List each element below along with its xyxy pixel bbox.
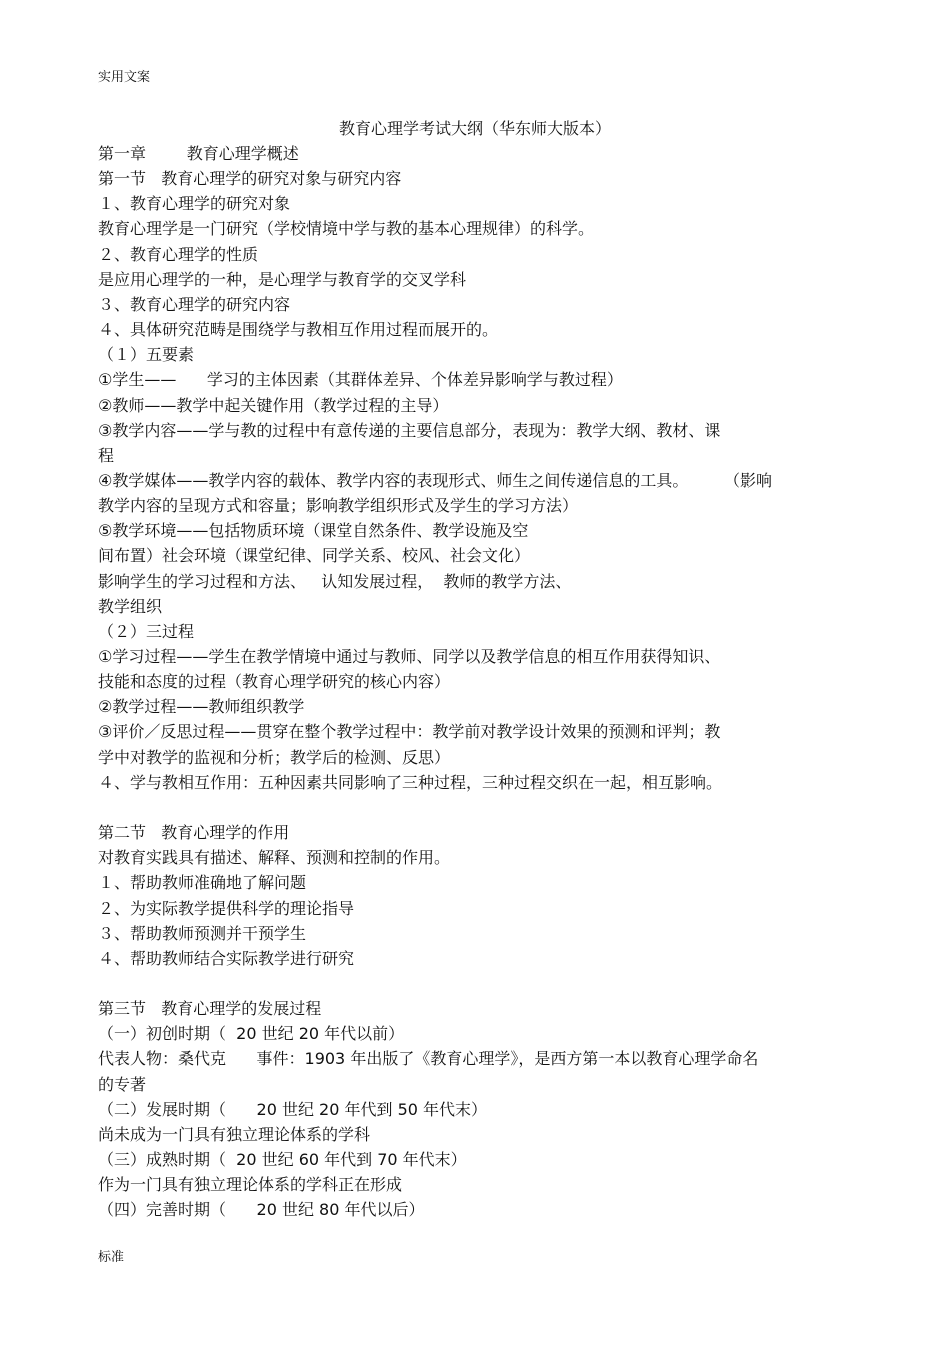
text-line: 间布置）社会环境（课堂纪律、同学关系、校风、社会文化） <box>98 546 531 565</box>
text-line: 影响学生的学习过程和方法、 认知发展过程， 教师的教学方法、 <box>98 572 572 591</box>
text-line: ①学习过程——学生在教学情境中通过与教师、同学以及教学信息的相互作用获得知识、 <box>98 647 721 666</box>
text-line: （四）完善时期（ 20 世纪 80 年代以后） <box>98 1200 425 1219</box>
text-line: 第二节 教育心理学的作用 <box>98 823 290 842</box>
text-line: （三）成熟时期（ 20 世纪 60 年代到 70 年代末） <box>98 1150 467 1169</box>
text-line: 代表人物：桑代克 事件：1903 年出版了《教育心理学》，是西方第一本以教育心理学命名 <box>98 1049 759 1068</box>
text-line: １、教育心理学的研究对象 <box>98 194 291 213</box>
text-line: 教育心理学是一门研究（学校情境中学与教的基本心理规律）的科学。 <box>98 219 595 238</box>
text-line: ４、学与教相互作用：五种因素共同影响了三种过程，三种过程交织在一起，相互影响。 <box>98 773 723 792</box>
text-line: 第三节 教育心理学的发展过程 <box>98 999 322 1018</box>
text-line: ③教学内容——学与教的过程中有意传递的主要信息部分，表现为：教学大纲、教材、课 <box>98 421 721 440</box>
text-line: 技能和态度的过程（教育心理学研究的核心内容） <box>98 672 451 691</box>
text-line: ⑤教学环境——包括物质环境（课堂自然条件、教学设施及空 <box>98 521 529 540</box>
text-line: ２、教育心理学的性质 <box>98 245 259 264</box>
text-line: ４、具体研究范畴是围绕学与教相互作用过程而展开的。 <box>98 320 499 339</box>
page-footer-label: 标准 <box>98 1250 125 1265</box>
text-line: 的专著 <box>98 1075 147 1094</box>
text-line: 学中对教学的监视和分析；教学后的检测、反思） <box>98 748 451 767</box>
text-line: ４、帮助教师结合实际教学进行研究 <box>98 949 355 968</box>
text-line: ３、帮助教师预测并干预学生 <box>98 924 307 943</box>
text-line: 第一章 教育心理学概述 <box>98 144 299 163</box>
text-line: 作为一门具有独立理论体系的学科正在形成 <box>98 1175 403 1194</box>
text-line: ④教学媒体——教学内容的载体、教学内容的表现形式、师生之间传递信息的工具。 （影响 <box>98 471 772 490</box>
text-line: 程 <box>98 446 115 465</box>
text-line: １、帮助教师准确地了解问题 <box>98 873 307 892</box>
text-line: 第一节 教育心理学的研究对象与研究内容 <box>98 169 402 188</box>
text-line: （２）三过程 <box>98 622 195 641</box>
text-line: （１）五要素 <box>98 345 195 364</box>
text-line: 对教育实践具有描述、解释、预测和控制的作用。 <box>98 848 451 867</box>
page-header-label: 实用文案 <box>98 70 151 85</box>
text-line: ②教师——教学中起关键作用（教学过程的主导） <box>98 396 449 415</box>
text-line: ３、教育心理学的研究内容 <box>98 295 291 314</box>
text-line: 尚未成为一门具有独立理论体系的学科 <box>98 1125 371 1144</box>
text-line: 教学组织 <box>98 597 163 616</box>
text-line: ①学生—— 学习的主体因素（其群体差异、个体差异影响学与教过程） <box>98 370 623 389</box>
text-line: （二）发展时期（ 20 世纪 20 年代到 50 年代末） <box>98 1100 488 1119</box>
text-line: ②教学过程——教师组织教学 <box>98 697 305 716</box>
text-line: 是应用心理学的一种，是心理学与教育学的交叉学科 <box>98 270 467 289</box>
document-title: 教育心理学考试大纲（华东师大版本） <box>338 119 611 138</box>
text-line: ③评价／反思过程——贯穿在整个教学过程中：教学前对教学设计效果的预测和评判；教 <box>98 722 721 741</box>
text-line: ２、为实际教学提供科学的理论指导 <box>98 899 355 918</box>
text-line: （一）初创时期（ 20 世纪 20 年代以前） <box>98 1024 405 1043</box>
text-line: 教学内容的呈现方式和容量；影响教学组织形式及学生的学习方法） <box>98 496 579 515</box>
